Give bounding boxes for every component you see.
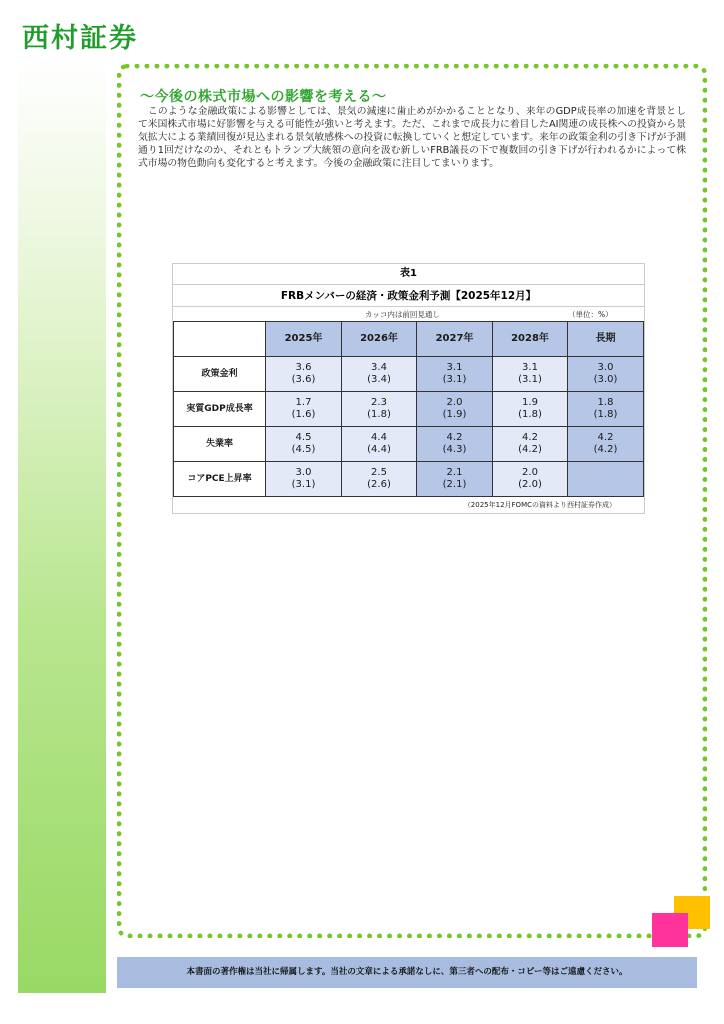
cell-value: 1.8 — [597, 397, 614, 408]
cell-value: 2.1 — [446, 467, 463, 478]
decor-square-pink — [652, 913, 688, 947]
cell-previous: (1.8) — [593, 409, 618, 420]
table-cell — [342, 392, 417, 427]
cell-value: 2.0 — [522, 467, 538, 478]
cell-previous: (3.1) — [518, 374, 542, 385]
table-corner-cell — [174, 322, 266, 357]
cell-value: 3.6 — [295, 362, 312, 373]
table-row — [174, 462, 644, 497]
cell-previous: (1.8) — [518, 409, 542, 420]
table-cell — [493, 357, 568, 392]
cell-value: 1.9 — [522, 397, 538, 408]
section-body: このような金融政策による影響としては、景気の減速に歯止めがかかることとなり、来年のGDP成長率の加速を背景として米国株式市場に好影響を与える可能性が強いと考えます。ただ、これまで成長力に着目したAI関連の成長株への投資から景気拡大による業績回復が見込まれる景気敏感株への投資に転換していくと想定しています。来年の政策金利の引き下げが予測通り1回だけなのか、それともトランプ大統領の意向を汲む新しいFRB議長の下で複数回の引き下げが行われるかによって株式市場の物色動向も変化すると考えます。今後の金融政策に注目してまいります。 — [138, 106, 686, 170]
table-cell — [266, 427, 342, 462]
cell-previous: (3.6) — [291, 374, 316, 385]
row-label: コアPCE上昇率 — [174, 462, 266, 497]
table-cell — [266, 392, 342, 427]
cell-previous: (3.1) — [291, 479, 316, 490]
table-row — [174, 357, 644, 392]
table-cell — [417, 392, 493, 427]
cell-value: 3.1 — [446, 362, 463, 373]
cell-value: 4.2 — [597, 432, 614, 443]
cell-value: 4.5 — [295, 432, 312, 443]
table-cell — [342, 357, 417, 392]
copyright-footer: 本書面の著作権は当社に帰属します。当社の文章による承諾なしに、第三者への配布・コピー等はご遠慮ください。 — [117, 957, 697, 988]
cell-previous: (4.2) — [593, 444, 618, 455]
cell-value: 3.1 — [522, 362, 538, 373]
row-label: 政策金利 — [174, 357, 266, 392]
cell-previous: (1.9) — [442, 409, 467, 420]
cell-previous: (4.5) — [291, 444, 316, 455]
table-note-previous: カッコ内は前回見通し — [365, 310, 440, 319]
cell-value: 2.5 — [371, 467, 387, 478]
cell-value: 4.2 — [522, 432, 538, 443]
table-row — [174, 427, 644, 462]
cell-previous: (1.6) — [291, 409, 316, 420]
table-cell — [417, 427, 493, 462]
cell-value: 3.0 — [597, 362, 614, 373]
table-cell — [568, 357, 644, 392]
column-header: 長期 — [568, 322, 644, 357]
table-cell — [493, 392, 568, 427]
forecast-grid — [173, 321, 644, 497]
cell-value: 3.0 — [295, 467, 312, 478]
cell-value: 2.0 — [446, 397, 463, 408]
column-header: 2027年 — [417, 322, 493, 357]
column-header: 2026年 — [342, 322, 417, 357]
cell-previous: (4.4) — [367, 444, 391, 455]
column-header: 2025年 — [266, 322, 342, 357]
cell-value: 3.4 — [371, 362, 387, 373]
cell-previous: (4.2) — [518, 444, 542, 455]
table-row — [174, 392, 644, 427]
section-title: ～今後の株式市場への影響を考える～ — [140, 89, 387, 105]
cell-value: 1.7 — [295, 397, 312, 408]
table-cell — [493, 427, 568, 462]
cell-previous: (3.1) — [442, 374, 467, 385]
side-gradient-bar — [18, 60, 106, 993]
table-cell-empty — [568, 462, 644, 497]
cell-previous: (2.1) — [442, 479, 467, 490]
table-subtitle: FRBメンバーの経済・政策金利予測【2025年12月】 — [173, 286, 644, 307]
cell-previous: (2.0) — [518, 479, 542, 490]
table-cell — [417, 357, 493, 392]
table-cell — [493, 462, 568, 497]
table-cell — [342, 462, 417, 497]
cell-previous: (3.0) — [593, 374, 618, 385]
table-header-row — [174, 322, 644, 357]
table-cell — [266, 357, 342, 392]
cell-value: 4.4 — [371, 432, 387, 443]
cell-previous: (4.3) — [442, 444, 467, 455]
table-source: （2025年12月FOMCの資料より西村証券作成） — [463, 501, 616, 509]
cell-value: 2.3 — [371, 397, 387, 408]
table-cell — [266, 462, 342, 497]
company-logo: 西村証券 — [22, 23, 138, 54]
table-cell — [568, 427, 644, 462]
table-notes — [173, 307, 644, 321]
cell-previous: (3.4) — [367, 374, 391, 385]
table-title: 表1 — [173, 264, 644, 285]
cell-value: 4.2 — [446, 432, 463, 443]
forecast-table — [172, 263, 645, 514]
table-cell — [342, 427, 417, 462]
column-header: 2028年 — [493, 322, 568, 357]
row-label: 実質GDP成長率 — [174, 392, 266, 427]
row-label: 失業率 — [174, 427, 266, 462]
cell-previous: (1.8) — [367, 409, 391, 420]
table-cell — [417, 462, 493, 497]
table-note-unit: （単位：%） — [568, 310, 613, 319]
table-cell — [568, 392, 644, 427]
cell-previous: (2.6) — [367, 479, 391, 490]
